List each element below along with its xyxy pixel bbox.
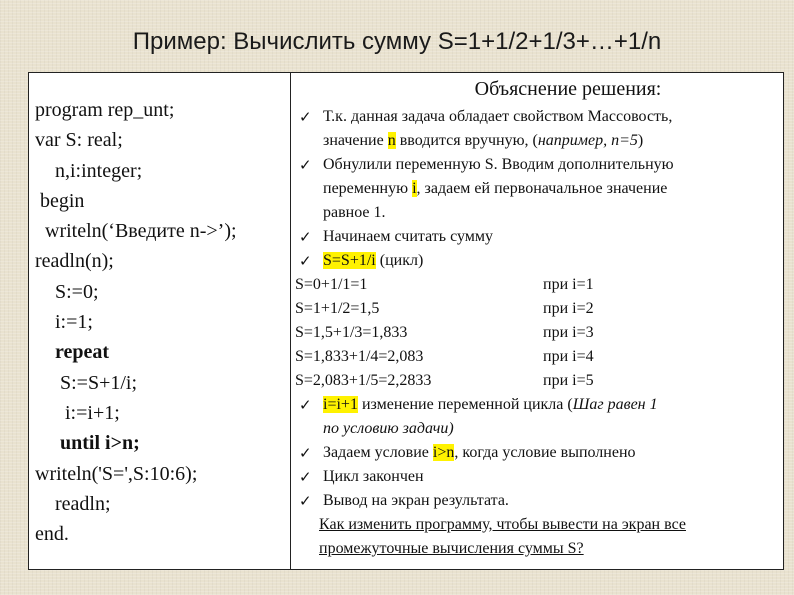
code-line: writeln(‘Введите n->’); <box>35 220 237 243</box>
check-icon: ✓ <box>299 468 312 486</box>
highlight-formula: S=S+1/i <box>323 252 376 269</box>
example-table <box>28 72 784 570</box>
calculation-step <box>295 369 781 393</box>
code-line: i:=i+1; <box>35 401 120 424</box>
code-line: readln(n); <box>35 250 114 273</box>
code-line: end. <box>35 523 69 546</box>
code-line: var S: real; <box>35 129 123 152</box>
step-expression: S=2,083+1/5=2,2833 <box>295 372 432 389</box>
bullet-2-line-2: переменную i, задаем ей первоначальное значение <box>323 180 668 197</box>
code-line: repeat <box>35 341 110 364</box>
code-line: i:=1; <box>35 311 93 334</box>
calculation-steps <box>295 273 781 393</box>
code-line: n,i:integer; <box>35 159 143 182</box>
code-line: begin <box>35 189 85 212</box>
question-line-1: Как изменить программу, чтобы вывести на экран все <box>319 516 686 533</box>
check-icon: ✓ <box>299 228 312 246</box>
bullet-1-line-1: ✓ Т.к. данная задача обладает свойством Массовость, <box>295 105 781 129</box>
step-condition: при i=3 <box>543 324 594 341</box>
bullet-6: ✓ Задаем условие i>n, когда условие выполнено <box>295 441 781 465</box>
step-condition: при i=4 <box>543 348 594 365</box>
check-icon: ✓ <box>299 252 312 270</box>
bullet-5-line-1: ✓ i=i+1 изменение переменной цикла (Шаг равен 1 <box>295 393 781 417</box>
check-icon: ✓ <box>299 108 312 126</box>
calculation-step <box>295 297 781 321</box>
check-icon: ✓ <box>299 492 312 510</box>
code-line: readln; <box>35 492 111 515</box>
bullet-7: ✓ Цикл закончен <box>295 465 781 489</box>
step-expression: S=1+1/2=1,5 <box>295 300 380 317</box>
bullet-5-line-2: по условию задачи) <box>323 420 454 437</box>
code-line: S:=0; <box>35 280 99 303</box>
step-condition: при i=1 <box>543 276 594 293</box>
bullet-2-line-3: равное 1. <box>323 204 386 221</box>
explanation-header: Объяснение решения: <box>474 78 662 100</box>
code-line: until i>n; <box>35 432 140 455</box>
highlight-condition: i>n <box>432 444 455 461</box>
calculation-step <box>295 273 781 297</box>
question-line-2: промежуточные вычисления суммы S? <box>319 540 584 557</box>
bullet-2-line-1: ✓ Обнулили переменную S. Вводим дополнительную <box>295 153 781 177</box>
bullet-3: ✓ Начинаем считать сумму <box>295 225 781 249</box>
bullet-4: ✓ S=S+1/i (цикл) <box>295 249 781 273</box>
step-condition: при i=5 <box>543 372 594 389</box>
check-icon: ✓ <box>299 156 312 174</box>
slide-title: Пример: Вычислить сумму S=1+1/2+1/3+…+1/n <box>132 28 662 55</box>
highlight-increment: i=i+1 <box>323 396 358 413</box>
check-icon: ✓ <box>299 444 312 462</box>
explanation-column <box>295 75 781 561</box>
highlight-i: i <box>412 180 417 197</box>
step-expression: S=1,5+1/3=1,833 <box>295 324 408 341</box>
step-expression: S=0+1/1=1 <box>295 276 368 293</box>
column-divider <box>290 73 291 569</box>
bullet-1-line-2: значение n вводится вручную, (например, n=5) <box>323 132 644 149</box>
check-icon: ✓ <box>299 396 312 414</box>
calculation-step <box>295 345 781 369</box>
highlight-n: n <box>387 132 396 149</box>
calculation-step <box>295 321 781 345</box>
bullet-8: ✓ Вывод на экран результата. <box>295 489 781 513</box>
code-column <box>35 95 285 549</box>
code-line: program rep_unt; <box>35 99 175 121</box>
step-expression: S=1,833+1/4=2,083 <box>295 348 424 365</box>
code-line: writeln('S=',S:10:6); <box>35 462 198 485</box>
step-condition: при i=2 <box>543 300 594 317</box>
code-line: S:=S+1/i; <box>35 371 138 394</box>
